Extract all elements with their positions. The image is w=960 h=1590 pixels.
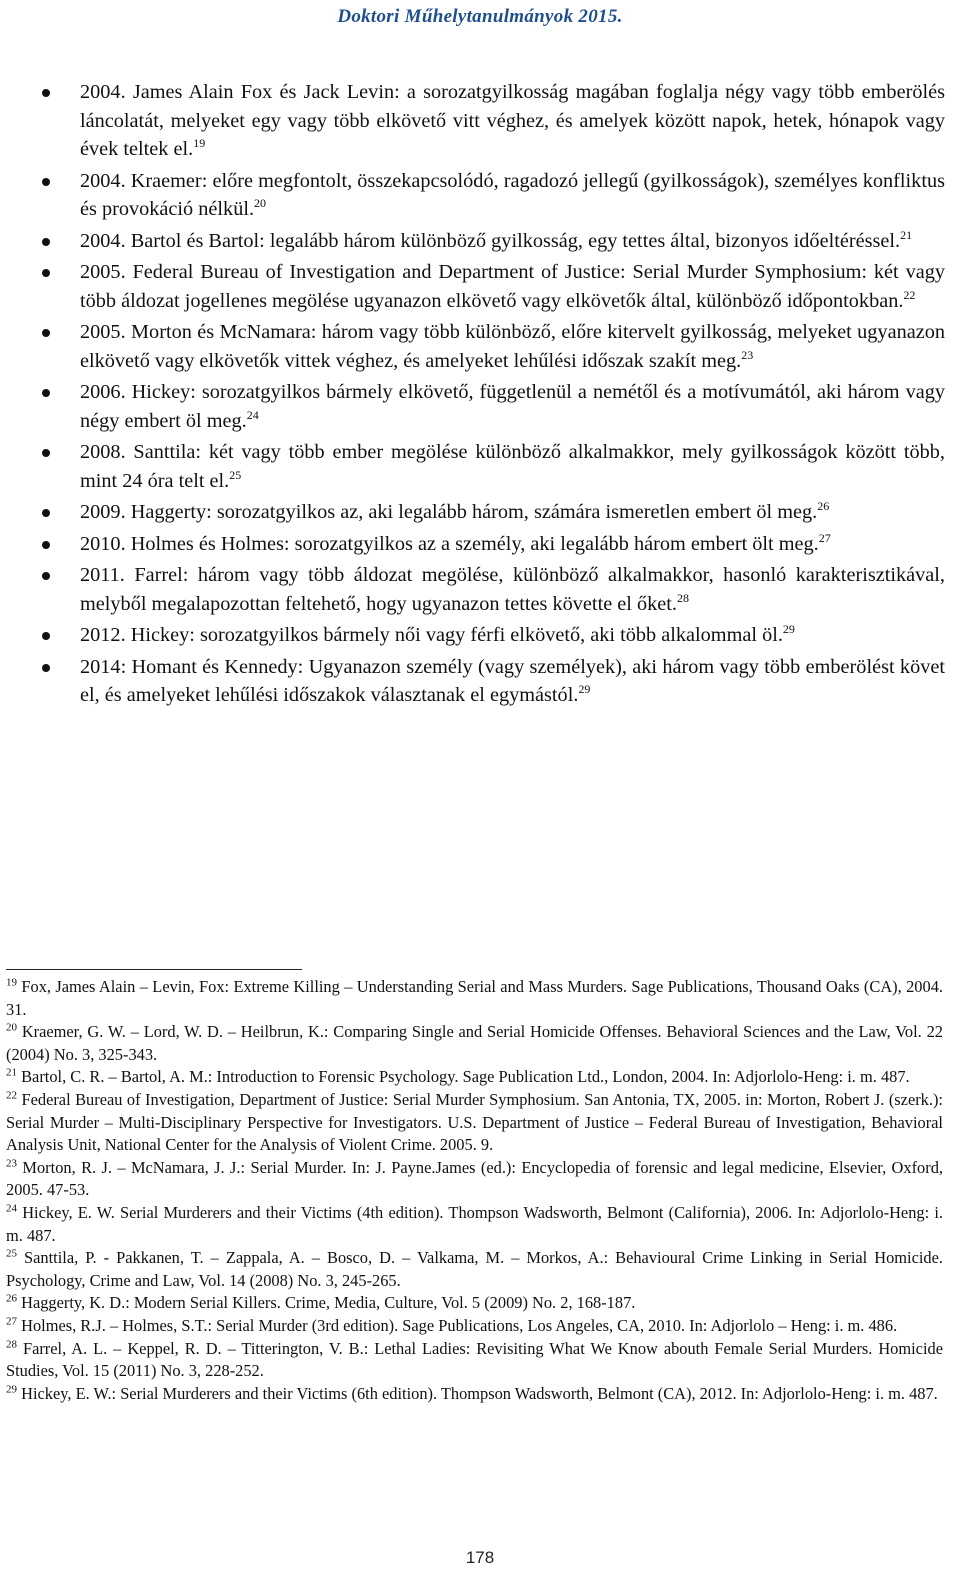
bullet-icon bbox=[42, 632, 50, 640]
footnote-ref[interactable]: 27 bbox=[818, 530, 831, 545]
footnote-text: Holmes, R.J. – Holmes, S.T.: Serial Murder (3rd edition). Sage Publications, Los Angeles, CA, 2010. In: Adjorlolo – Heng: i. m. 486. bbox=[21, 1315, 898, 1335]
bullet-icon bbox=[42, 89, 50, 97]
item-text: 2010. Holmes és Holmes: sorozatgyilkos az a személy, aki legalább három embert ölt meg. bbox=[80, 532, 819, 555]
item-text: 2006. Hickey: sorozatgyilkos bármely elkövető, függetlenül a nemétől és a motívumától, aki három vagy négy embert öl meg. bbox=[80, 381, 945, 432]
footnote-text: Santtila, P. - Pakkanen, T. – Zappala, A. – Bosco, D. – Valkama, M. – Morkos, A.: Behavioural Crime Linking in Serial Homicide. Psychology, Crime and Law, Vol. 14 (2008) No. 3, 245-265. bbox=[6, 1248, 943, 1290]
footnote-ref[interactable]: 22 bbox=[903, 287, 916, 302]
footnote-text: Hickey, E. W.: Serial Murderers and their Victims (6th edition). Thompson Wadsworth, Belmont (CA), 2012. In: Adjorlolo-Heng: i. m. 487. bbox=[21, 1383, 938, 1403]
footnote-ref[interactable]: 23 bbox=[741, 347, 754, 362]
footnote-number: 23 bbox=[6, 1157, 17, 1170]
footnote-text: Farrel, A. L. – Keppel, R. D. – Titterington, V. B.: Lethal Ladies: Revisiting What We Know abouth Female Serial Murders. Homicide Studies, Vol. 15 (2011) No. 3, 228-252. bbox=[6, 1338, 943, 1381]
page-number: 178 bbox=[465, 1548, 495, 1567]
footnote-ref[interactable]: 29 bbox=[782, 622, 795, 637]
footnote-separator bbox=[6, 969, 302, 970]
list-item bbox=[40, 561, 945, 618]
definition-list bbox=[40, 78, 945, 713]
footnotes bbox=[6, 976, 943, 1405]
bullet-icon bbox=[42, 178, 50, 186]
footnote bbox=[6, 1338, 943, 1383]
item-text: 2009. Haggerty: sorozatgyilkos az, aki legalább három, számára ismeretlen embert öl meg. bbox=[80, 501, 818, 523]
footnote-text: Federal Bureau of Investigation, Department of Justice: Serial Murder Symphosium. San Antonia, TX, 2005. in: Morton, Robert J. (szerk.): Serial Murder – Multi-Disciplinary Perspective for Investigators. U.S. Department of Justice – Federal Bureau of Investigation, Behavioral Analysis Unit, National Center for the Analysis of Violent Crime. 2005. 9. bbox=[6, 1089, 943, 1155]
list-item bbox=[40, 498, 945, 527]
bullet-icon bbox=[42, 541, 50, 549]
footnote-ref[interactable]: 24 bbox=[246, 407, 259, 422]
footnote bbox=[6, 1202, 943, 1247]
item-text: 2011. Farrel: három vagy több áldozat megölése, különböző alkalmakkor, hasonló karakterisztikával, melyből megalapozottan feltehető, hogy ugyanazon tettes követte el őket. bbox=[80, 564, 945, 615]
footnote bbox=[6, 1021, 943, 1066]
footnote-number: 20 bbox=[6, 1021, 17, 1034]
footnote-number: 24 bbox=[6, 1202, 17, 1215]
footnote-text: Haggerty, K. D.: Modern Serial Killers. Crime, Media, Culture, Vol. 5 (2009) No. 2, 168-187. bbox=[21, 1293, 636, 1313]
list-item bbox=[40, 227, 945, 256]
footnote-ref[interactable]: 21 bbox=[900, 227, 913, 242]
footnote-text: Fox, James Alain – Levin, Fox: Extreme Killing – Understanding Serial and Mass Murders. Sage Publications, Thousand Oaks (CA), 2004. 31. bbox=[6, 977, 943, 1019]
footnote-text: Hickey, E. W. Serial Murderers and their Victims (4th edition). Thompson Wadsworth, Belmont (California), 2006. In: Adjorlolo-Heng: i. m. 487. bbox=[6, 1202, 943, 1245]
item-text: 2012. Hickey: sorozatgyilkos bármely női vagy férfi elkövető, aki több alkalommal öl. bbox=[80, 624, 783, 646]
item-text: 2004. Kraemer: előre megfontolt, összekapcsolódó, ragadozó jellegű (gyilkosságok), személyes konfliktus és provokáció nélkül. bbox=[80, 169, 945, 220]
item-text: 2005. Morton és McNamara: három vagy több különböző, előre kitervelt gyilkosság, melyeket ugyanazon elkövető vagy elkövetők vittek véghez, és amelyeket lehűlési időszak szakít meg. bbox=[80, 321, 945, 372]
footnote bbox=[6, 1315, 943, 1338]
bullet-icon bbox=[42, 329, 50, 337]
item-text: 2008. Santtila: két vagy több ember megölése különböző alkalmakkor, mely gyilkosságok között több, mint 24 óra telt el. bbox=[80, 441, 945, 492]
footnote-text: Bartol, C. R. – Bartol, A. M.: Introduction to Forensic Psychology. Sage Publication Ltd., London, 2004. In: Adjorlolo-Heng: i. m. 487. bbox=[21, 1067, 910, 1087]
list-item bbox=[40, 378, 945, 435]
bullet-icon bbox=[42, 509, 50, 517]
list-item bbox=[40, 78, 945, 164]
item-text: 2004. Bartol és Bartol: legalább három különböző gyilkosság, egy tettes által, bizonyos időeltéréssel. bbox=[80, 229, 901, 252]
item-text: 2004. James Alain Fox és Jack Levin: a sorozatgyilkosság magában foglalja négy vagy több emberölés láncolatát, melyeket egy vagy több elkövető vitt véghez, és amelyek között napok, hetek, hónapok vagy évek teltek el. bbox=[80, 81, 945, 160]
bullet-icon bbox=[42, 238, 50, 246]
bullet-icon bbox=[42, 449, 50, 457]
bullet-icon bbox=[42, 572, 50, 580]
list-item bbox=[40, 530, 945, 559]
footnote-number: 27 bbox=[6, 1315, 17, 1328]
footnote bbox=[6, 1157, 943, 1202]
footnote bbox=[6, 1383, 943, 1406]
footnote-number: 29 bbox=[6, 1383, 17, 1396]
list-item bbox=[40, 167, 945, 224]
footnote-number: 25 bbox=[6, 1247, 17, 1260]
footnote-number: 28 bbox=[6, 1338, 17, 1351]
item-text: 2005. Federal Bureau of Investigation and Department of Justice: Serial Murder Symphosium: két vagy több áldozat jogellenes megölése ugyanazon elkövető vagy elkövetők által, különböző időpontokban. bbox=[80, 261, 945, 312]
footnote bbox=[6, 976, 943, 1021]
footnote-text: Morton, R. J. – McNamara, J. J.: Serial Murder. In: J. Payne.James (ed.): Encyclopedia of forensic and legal medicine, Elsevier, Oxford, 2005. 47-53. bbox=[6, 1157, 943, 1200]
item-text: 2014: Homant és Kennedy: Ugyanazon személy (vagy személyek), aki három vagy több emberölést követ el, és amelyeket lehűlési időszakok választanak el egymástól. bbox=[80, 655, 945, 706]
footnote bbox=[6, 1247, 943, 1292]
running-header: Doktori Műhelytanulmányok 2015. bbox=[337, 6, 623, 27]
footnote-ref[interactable]: 26 bbox=[817, 499, 830, 514]
footnote bbox=[6, 1089, 943, 1157]
footnote-text: Kraemer, G. W. – Lord, W. D. – Heilbrun, K.: Comparing Single and Serial Homicide Offenses. Behavioral Sciences and the Law, Vol. 22 (2004) No. 3, 325-343. bbox=[6, 1022, 943, 1064]
list-item bbox=[40, 653, 945, 710]
footnote-ref[interactable]: 29 bbox=[578, 682, 591, 697]
footnote bbox=[6, 1066, 943, 1089]
bullet-icon bbox=[42, 664, 50, 672]
footnote-ref[interactable]: 20 bbox=[254, 196, 267, 211]
list-item bbox=[40, 318, 945, 375]
footnote-number: 26 bbox=[6, 1292, 17, 1305]
list-item bbox=[40, 258, 945, 315]
list-item bbox=[40, 621, 945, 650]
bullet-icon bbox=[42, 269, 50, 277]
footnote-ref[interactable]: 25 bbox=[229, 467, 242, 482]
footnote bbox=[6, 1292, 943, 1315]
list-item bbox=[40, 438, 945, 495]
footnote-number: 19 bbox=[6, 976, 17, 989]
footnote-ref[interactable]: 28 bbox=[676, 590, 689, 605]
footnote-ref[interactable]: 19 bbox=[193, 136, 206, 151]
bullet-icon bbox=[42, 389, 50, 397]
footnote-number: 22 bbox=[6, 1089, 17, 1102]
footnote-number: 21 bbox=[6, 1066, 17, 1079]
